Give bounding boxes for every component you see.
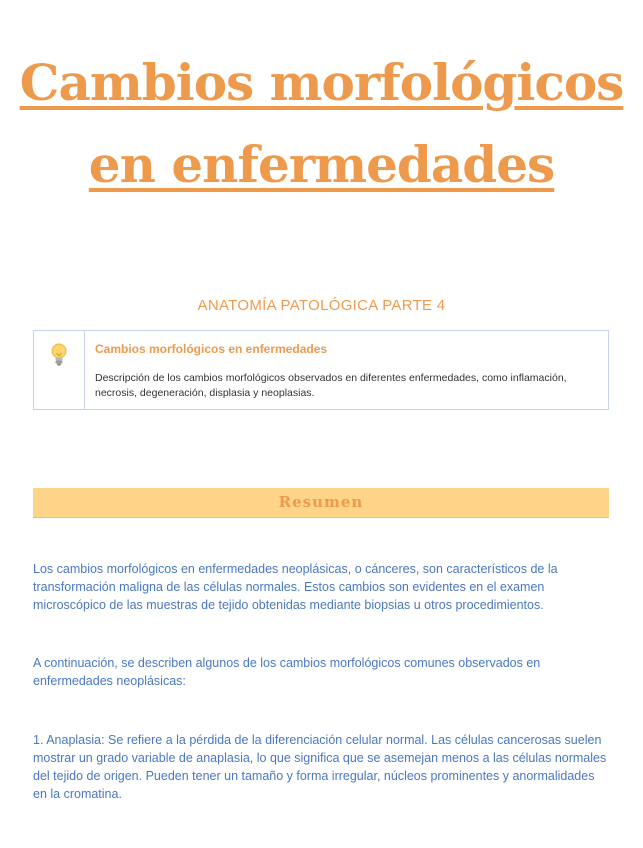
callout-box: [33, 330, 609, 410]
callout-title: Cambios morfológicos en enfermedades: [95, 342, 328, 356]
summary-heading: Resumen: [33, 488, 609, 518]
document-title: Cambios morfológicos en enfermedades: [19, 53, 624, 194]
summary-paragraph: A continuación, se describen algunos de los cambios morfológicos comunes observados en enfermedades neoplásicas:: [33, 656, 541, 688]
document-subtitle: ANATOMÍA PATOLÓGICA PARTE 4: [197, 297, 446, 314]
lightbulb-icon: [51, 343, 67, 367]
summary-paragraph: Los cambios morfológicos en enfermedades neoplásicas, o cánceres, son característicos de la transformación maligna de las células normales. Estos cambios son evidentes en el examen microscópico de las muestras de tejido obtenidas mediante biopsias u otros procedimientos.: [33, 562, 558, 612]
summary-paragraph: 1. Anaplasia: Se refiere a la pérdida de la diferenciación celular normal. Las células cancerosas suelen mostrar un grado variable de anaplasia, lo que significa que se asemejan menos a las células normales del tejido de origen. Pueden tener un tamaño y forma irregular, núcleos prominentes y anormalidades en la cromatina.: [33, 733, 607, 801]
callout-text: Descripción de los cambios morfológicos observados en diferentes enfermedades, como inflamación, necrosis, degeneración, displasia y neoplasias.: [95, 372, 567, 399]
callout-icon-cell: [34, 331, 85, 409]
